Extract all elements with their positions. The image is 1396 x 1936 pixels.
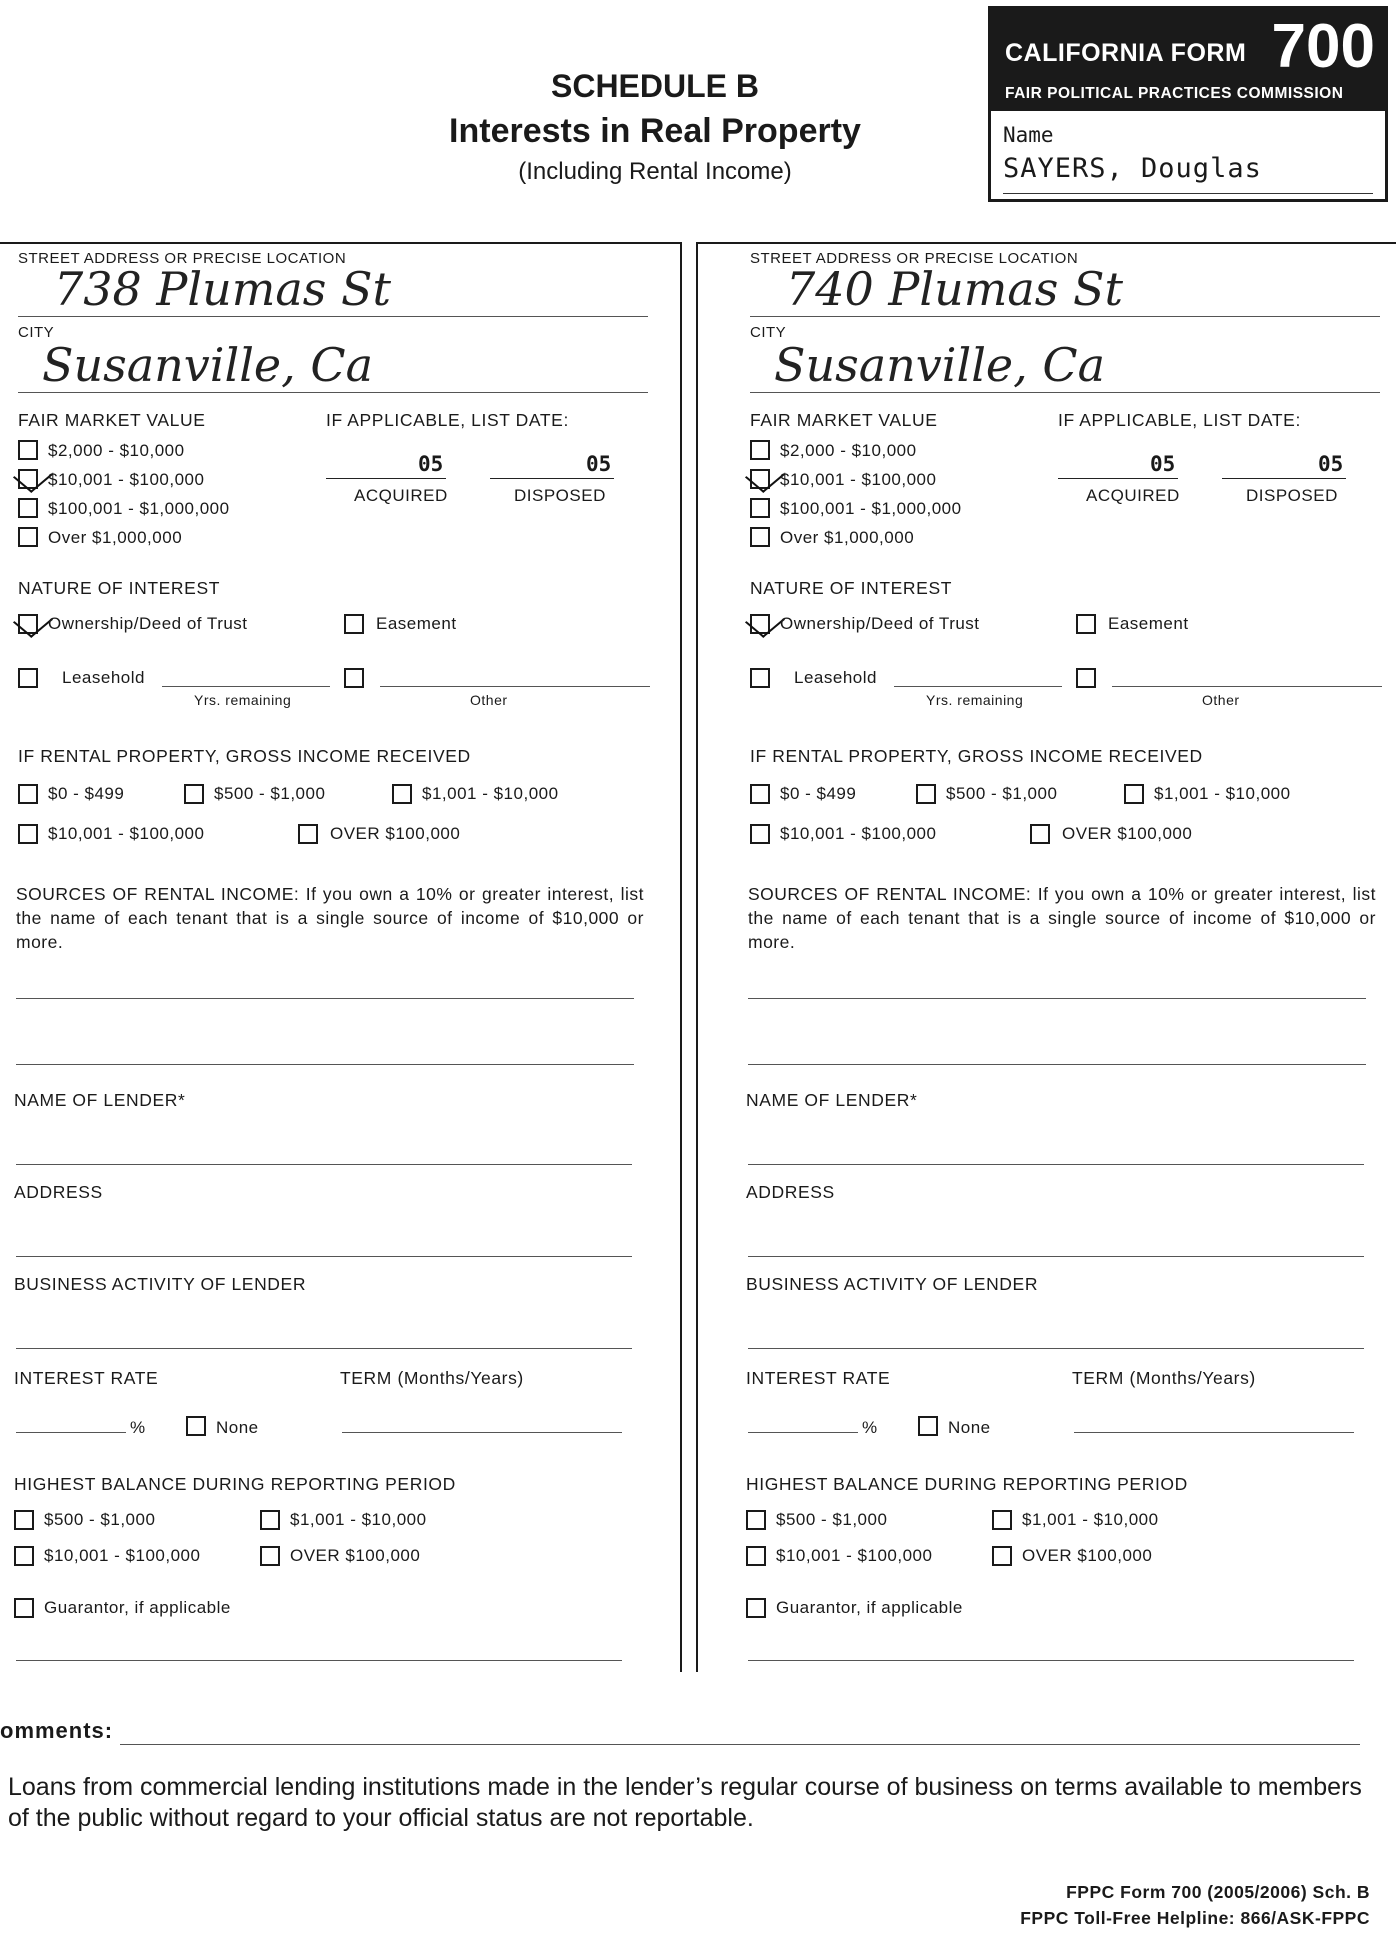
business-activity-label: BUSINESS ACTIVITY OF LENDER (746, 1274, 1039, 1294)
term-line[interactable] (1074, 1432, 1354, 1433)
lender-address-line[interactable] (748, 1256, 1364, 1257)
leasehold-checkbox[interactable] (750, 668, 770, 688)
other-label: Other (1202, 692, 1240, 708)
disposed-label: DISPOSED (514, 486, 606, 505)
disposed-year: 05 (586, 452, 612, 476)
acquired-label: ACQUIRED (354, 486, 448, 505)
fmv-checkbox-2[interactable] (18, 469, 38, 489)
term-label: TERM (Months/Years) (340, 1368, 524, 1388)
balance-option-2: $1,001 - $10,000 (1022, 1510, 1159, 1529)
address-label: ADDRESS (746, 1182, 835, 1202)
rate-none-checkbox[interactable] (918, 1416, 938, 1436)
footer-helpline: FPPC Toll-Free Helpline: 866/ASK-FPPC (1020, 1908, 1370, 1928)
yrs-remaining-line[interactable] (162, 686, 330, 687)
form-label: CALIFORNIA FORM (1005, 39, 1247, 67)
city-underline (18, 392, 648, 393)
property-column-1 (14, 242, 704, 1672)
acquired-date-line[interactable] (1058, 478, 1178, 479)
guarantor-checkbox[interactable] (746, 1598, 766, 1618)
guarantor-option: Guarantor, if applicable (44, 1598, 231, 1617)
fmv-label: FAIR MARKET VALUE (750, 410, 938, 430)
guarantor-line[interactable] (16, 1660, 622, 1661)
balance-option-3: $10,001 - $100,000 (44, 1546, 201, 1565)
name-underline (1003, 193, 1373, 194)
ownership-checkbox[interactable] (750, 614, 770, 634)
fmv-option-2: $10,001 - $100,000 (780, 470, 937, 489)
business-activity-line[interactable] (748, 1348, 1364, 1349)
percent-sign: % (862, 1418, 878, 1437)
name-value[interactable]: SAYERS, Douglas (1003, 153, 1262, 184)
highest-balance-label: HIGHEST BALANCE DURING REPORTING PERIOD (746, 1474, 1188, 1494)
easement-checkbox[interactable] (344, 614, 364, 634)
balance-option-1: $500 - $1,000 (776, 1510, 888, 1529)
balance-checkbox-1[interactable] (746, 1510, 766, 1530)
city-value[interactable]: Susanville, Ca (42, 338, 374, 392)
lender-name-label: NAME OF LENDER* (14, 1090, 186, 1110)
rental-option-3: $1,001 - $10,000 (1154, 784, 1291, 803)
lender-name-label: NAME OF LENDER* (746, 1090, 918, 1110)
rental-option-3: $1,001 - $10,000 (422, 784, 559, 803)
guarantor-checkbox[interactable] (14, 1598, 34, 1618)
rental-checkbox-2[interactable] (184, 784, 204, 804)
disposed-year: 05 (1318, 452, 1344, 476)
balance-checkbox-4[interactable] (260, 1546, 280, 1566)
interest-rate-label: INTEREST RATE (746, 1368, 891, 1388)
rate-none-checkbox[interactable] (186, 1416, 206, 1436)
rental-option-1: $0 - $499 (780, 784, 857, 803)
address-label: ADDRESS (14, 1182, 103, 1202)
balance-checkbox-1[interactable] (14, 1510, 34, 1530)
form-badge (988, 6, 1388, 202)
acquired-date-line[interactable] (326, 478, 446, 479)
other-interest-line[interactable] (380, 686, 650, 687)
yrs-remaining-line[interactable] (894, 686, 1062, 687)
street-value[interactable]: 738 Plumas St (54, 262, 391, 316)
fmv-checkbox-3[interactable] (750, 498, 770, 518)
acquired-year: 05 (1150, 452, 1176, 476)
sources-instructions: SOURCES OF RENTAL INCOME: If you own a 10% or greater interest, list the name of each tenant that is a single source of income of $10,000 or more. (16, 884, 644, 952)
comments-label: omments: (0, 1718, 114, 1743)
business-activity-line[interactable] (16, 1348, 632, 1349)
rental-checkbox-3[interactable] (392, 784, 412, 804)
tenant-line-2[interactable] (16, 1064, 634, 1065)
schedule-title: SCHEDULE B (550, 68, 759, 104)
fmv-option-3: $100,001 - $1,000,000 (48, 499, 230, 518)
balance-option-4: OVER $100,000 (1022, 1546, 1153, 1565)
guarantor-line[interactable] (748, 1660, 1354, 1661)
street-underline (18, 316, 648, 317)
city-label: CITY (18, 324, 55, 341)
nature-label: NATURE OF INTEREST (18, 578, 221, 598)
list-date-label: IF APPLICABLE, LIST DATE: (326, 410, 569, 430)
guarantor-option: Guarantor, if applicable (776, 1598, 963, 1617)
fmv-option-1: $2,000 - $10,000 (780, 441, 917, 460)
balance-checkbox-4[interactable] (992, 1546, 1012, 1566)
lender-name-line[interactable] (16, 1164, 632, 1165)
percent-sign: % (130, 1418, 146, 1437)
easement-option: Easement (376, 614, 457, 633)
term-line[interactable] (342, 1432, 622, 1433)
fmv-label: FAIR MARKET VALUE (18, 410, 206, 430)
balance-option-4: OVER $100,000 (290, 1546, 421, 1565)
form-number: 700 (1271, 12, 1375, 81)
balance-checkbox-2[interactable] (992, 1510, 1012, 1530)
rental-checkbox-2[interactable] (916, 784, 936, 804)
reporting-note: Loans from commercial lending institutions made in the lender’s regular course of business on terms available to members of the public without regard to your official status are not reportable. (8, 1773, 1362, 1832)
acquired-label: ACQUIRED (1086, 486, 1180, 505)
property-column-2 (746, 242, 1396, 1672)
disposed-date-line[interactable] (1222, 478, 1346, 479)
disposed-label: DISPOSED (1246, 486, 1338, 505)
fmv-option-1: $2,000 - $10,000 (48, 441, 185, 460)
rental-option-2: $500 - $1,000 (214, 784, 326, 803)
rental-income-label: IF RENTAL PROPERTY, GROSS INCOME RECEIVED (18, 746, 471, 766)
fmv-option-3: $100,001 - $1,000,000 (780, 499, 962, 518)
rental-checkbox-1[interactable] (750, 784, 770, 804)
easement-option: Easement (1108, 614, 1189, 633)
fmv-checkbox-1[interactable] (18, 440, 38, 460)
rental-option-5: OVER $100,000 (1062, 824, 1193, 843)
rental-checkbox-5[interactable] (1030, 824, 1050, 844)
fmv-checkbox-4[interactable] (18, 527, 38, 547)
leasehold-option: Leasehold (62, 668, 145, 687)
rental-checkbox-4[interactable] (18, 824, 38, 844)
city-label: CITY (750, 324, 787, 341)
balance-checkbox-3[interactable] (746, 1546, 766, 1566)
fmv-checkbox-1[interactable] (750, 440, 770, 460)
business-activity-label: BUSINESS ACTIVITY OF LENDER (14, 1274, 307, 1294)
other-interest-line[interactable] (1112, 686, 1382, 687)
balance-checkbox-2[interactable] (260, 1510, 280, 1530)
page-title: Interests in Real Property (449, 112, 861, 150)
street-label: STREET ADDRESS OR PRECISE LOCATION (750, 250, 1079, 267)
tenant-line-1[interactable] (16, 998, 634, 999)
commission-label: FAIR POLITICAL PRACTICES COMMISSION (1005, 85, 1344, 102)
rental-option-2: $500 - $1,000 (946, 784, 1058, 803)
city-underline (750, 392, 1380, 393)
balance-checkbox-3[interactable] (14, 1546, 34, 1566)
lender-address-line[interactable] (16, 1256, 632, 1257)
interest-rate-line[interactable] (748, 1432, 858, 1433)
rental-option-5: OVER $100,000 (330, 824, 461, 843)
balance-option-3: $10,001 - $100,000 (776, 1546, 933, 1565)
ownership-option: Ownership/Deed of Trust (48, 614, 248, 633)
street-underline (750, 316, 1380, 317)
name-label: Name (1003, 123, 1054, 147)
fmv-option-2: $10,001 - $100,000 (48, 470, 205, 489)
interest-rate-label: INTEREST RATE (14, 1368, 159, 1388)
rental-checkbox-5[interactable] (298, 824, 318, 844)
tenant-line-2[interactable] (748, 1064, 1366, 1065)
fmv-checkbox-4[interactable] (750, 527, 770, 547)
ownership-checkbox[interactable] (18, 614, 38, 634)
other-interest-checkbox[interactable] (1076, 668, 1096, 688)
comments-line[interactable] (120, 1744, 1360, 1745)
leasehold-checkbox[interactable] (18, 668, 38, 688)
rental-income-label: IF RENTAL PROPERTY, GROSS INCOME RECEIVED (750, 746, 1203, 766)
disposed-date-line[interactable] (490, 478, 614, 479)
rental-checkbox-3[interactable] (1124, 784, 1144, 804)
highest-balance-label: HIGHEST BALANCE DURING REPORTING PERIOD (14, 1474, 456, 1494)
fmv-checkbox-2[interactable] (750, 469, 770, 489)
yrs-remaining-label: Yrs. remaining (926, 692, 1024, 708)
rental-checkbox-1[interactable] (18, 784, 38, 804)
fmv-checkbox-3[interactable] (18, 498, 38, 518)
tenant-line-1[interactable] (748, 998, 1366, 999)
balance-option-2: $1,001 - $10,000 (290, 1510, 427, 1529)
leasehold-option: Leasehold (794, 668, 877, 687)
acquired-year: 05 (418, 452, 444, 476)
easement-checkbox[interactable] (1076, 614, 1096, 634)
lender-name-line[interactable] (748, 1164, 1364, 1165)
sources-instructions: SOURCES OF RENTAL INCOME: If you own a 10% or greater interest, list the name of each tenant that is a single source of income of $10,000 or more. (748, 884, 1376, 952)
interest-rate-line[interactable] (16, 1432, 126, 1433)
badge-header (991, 9, 1385, 111)
rate-none-option: None (948, 1418, 991, 1437)
yrs-remaining-label: Yrs. remaining (194, 692, 292, 708)
ownership-option: Ownership/Deed of Trust (780, 614, 980, 633)
city-value[interactable]: Susanville, Ca (774, 338, 1106, 392)
footer-form-id: FPPC Form 700 (2005/2006) Sch. B (1066, 1882, 1370, 1902)
rate-none-option: None (216, 1418, 259, 1437)
fmv-option-4: Over $1,000,000 (48, 528, 183, 547)
other-label: Other (470, 692, 508, 708)
rental-option-4: $10,001 - $100,000 (48, 824, 205, 843)
street-value[interactable]: 740 Plumas St (786, 262, 1123, 316)
rental-option-4: $10,001 - $100,000 (780, 824, 937, 843)
street-label: STREET ADDRESS OR PRECISE LOCATION (18, 250, 347, 267)
fmv-option-4: Over $1,000,000 (780, 528, 915, 547)
other-interest-checkbox[interactable] (344, 668, 364, 688)
rental-option-1: $0 - $499 (48, 784, 125, 803)
list-date-label: IF APPLICABLE, LIST DATE: (1058, 410, 1301, 430)
rental-checkbox-4[interactable] (750, 824, 770, 844)
term-label: TERM (Months/Years) (1072, 1368, 1256, 1388)
page-subtitle: (Including Rental Income) (518, 158, 792, 185)
nature-label: NATURE OF INTEREST (750, 578, 953, 598)
balance-option-1: $500 - $1,000 (44, 1510, 156, 1529)
